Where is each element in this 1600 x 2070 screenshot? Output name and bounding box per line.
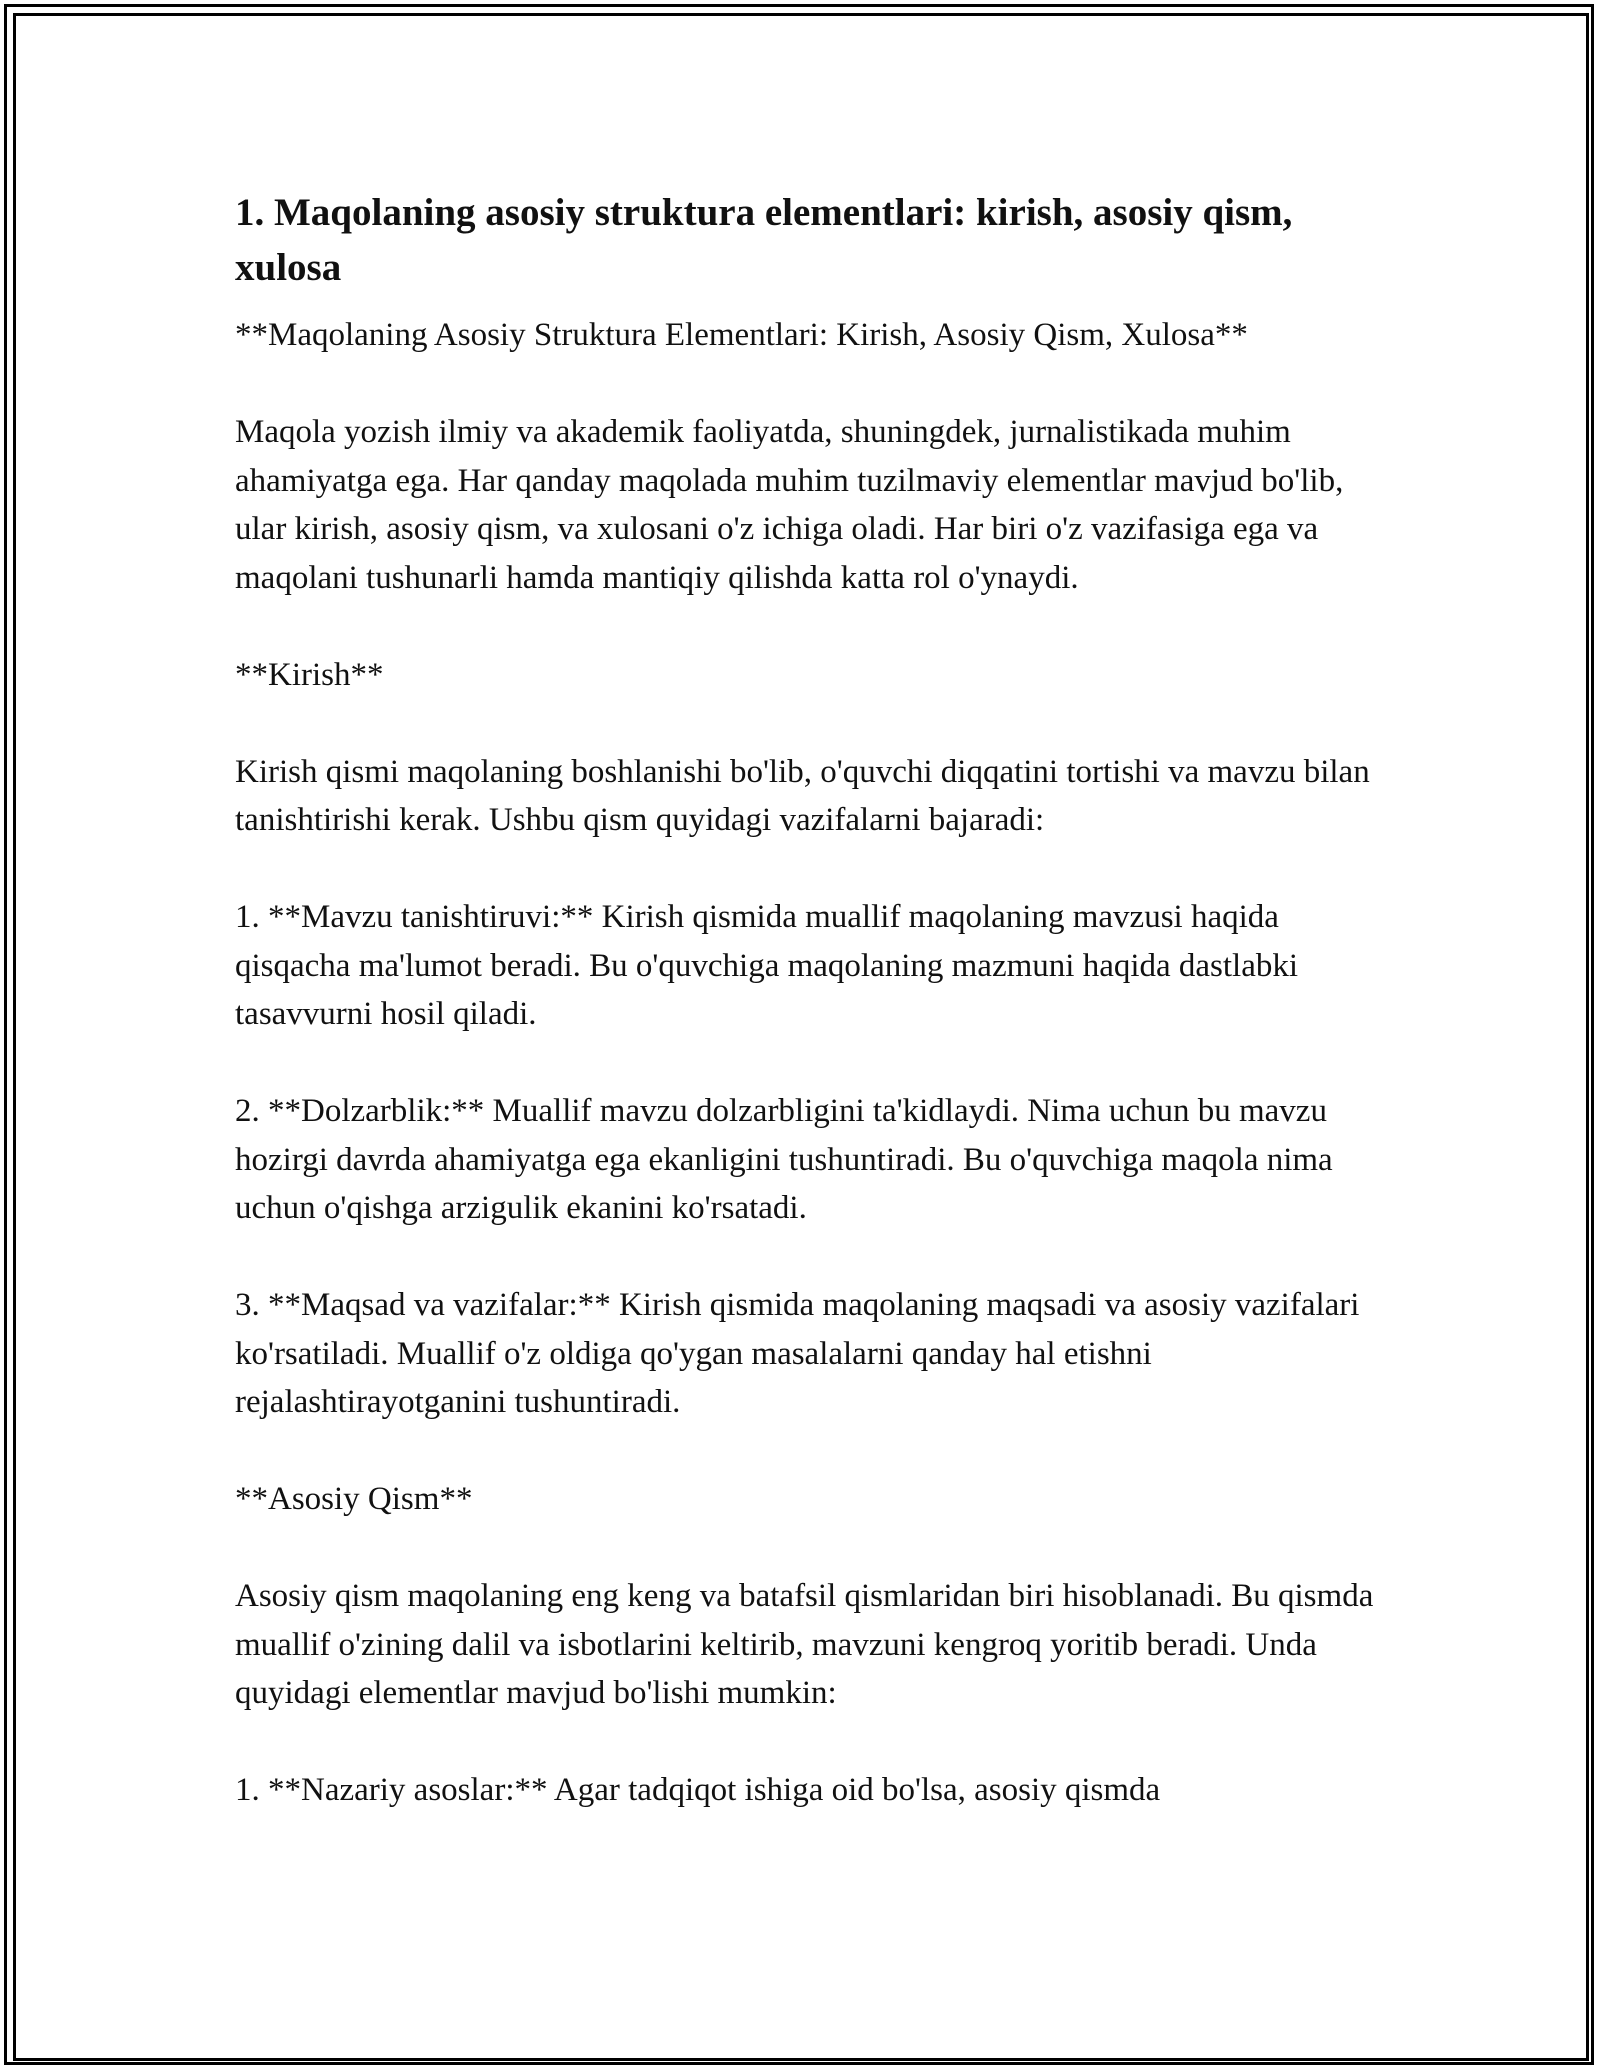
list-item-mavzu: 1. **Mavzu tanishtiruvi:** Kirish qismida muallif maqolaning mavzusi haqida qisqacha ma'lumot beradi. Bu o'quvchiga maqolaning mazmuni haqida dastlabki tasavvurni hosil qiladi. — [235, 899, 1299, 1032]
asosiy-qism-label: **Asosiy Qism** — [235, 1481, 473, 1517]
list-item-dolzarblik: 2. **Dolzarblik:** Muallif mavzu dolzarbligini ta'kidlaydi. Nima uchun bu mavzu hozirgi davrda ahamiyatga ega ekanligini tushuntiradi. Bu o'quvchiga maqola nima uchun o'qishga arzigulik ekanini ko'rsatadi. — [235, 1093, 1333, 1226]
intro-paragraph: Maqola yozish ilmiy va akademik faoliyatda, shuningdek, jurnalistikada muhim ahamiyatga ega. Har qanday maqolada muhim tuzilmaviy elementlar mavjud bo'lib, ular kirish, asosiy qism, va xulosani o'z ichiga oladi. Har biri o'z vazifasiga ega va maqolani tushunarli hamda mantiqiy qilishda katta rol o'ynaydi. — [235, 414, 1344, 596]
list-item-nazariy: 1. **Nazariy asoslar:** Agar tadqiqot ishiga oid bo'lsa, asosiy qismda — [235, 1772, 1161, 1808]
document-page — [235, 185, 1385, 1815]
subtitle-paragraph: **Maqolaning Asosiy Struktura Elementlari: Kirish, Asosiy Qism, Xulosa** — [235, 317, 1248, 353]
section-heading: 1. Maqolaning asosiy struktura elementlari: kirish, asosiy qism, xulosa — [235, 191, 1293, 289]
kirish-label: **Kirish** — [235, 656, 384, 693]
list-item-maqsad: 3. **Maqsad va vazifalar:** Kirish qismida maqolaning maqsadi va asosiy vazifalari ko'rsatiladi. Muallif o'z oldiga qo'ygan masalalarni qanday hal etishni rejalashtirayotganini tushuntiradi. — [235, 1287, 1360, 1420]
kirish-paragraph: Kirish qismi maqolaning boshlanishi bo'lib, o'quvchi diqqatini tortishi va mavzu bilan tanishtirishi kerak. Ushbu qism quyidagi vazifalarni bajaradi: — [235, 753, 1370, 838]
asosiy-qism-paragraph: Asosiy qism maqolaning eng keng va batafsil qismlaridan biri hisoblanadi. Bu qismda muallif o'zining dalil va isbotlarini keltirib, mavzuni kengroq yoritib beradi. Unda quyidagi elementlar mavjud bo'lishi mumkin: — [235, 1578, 1374, 1711]
